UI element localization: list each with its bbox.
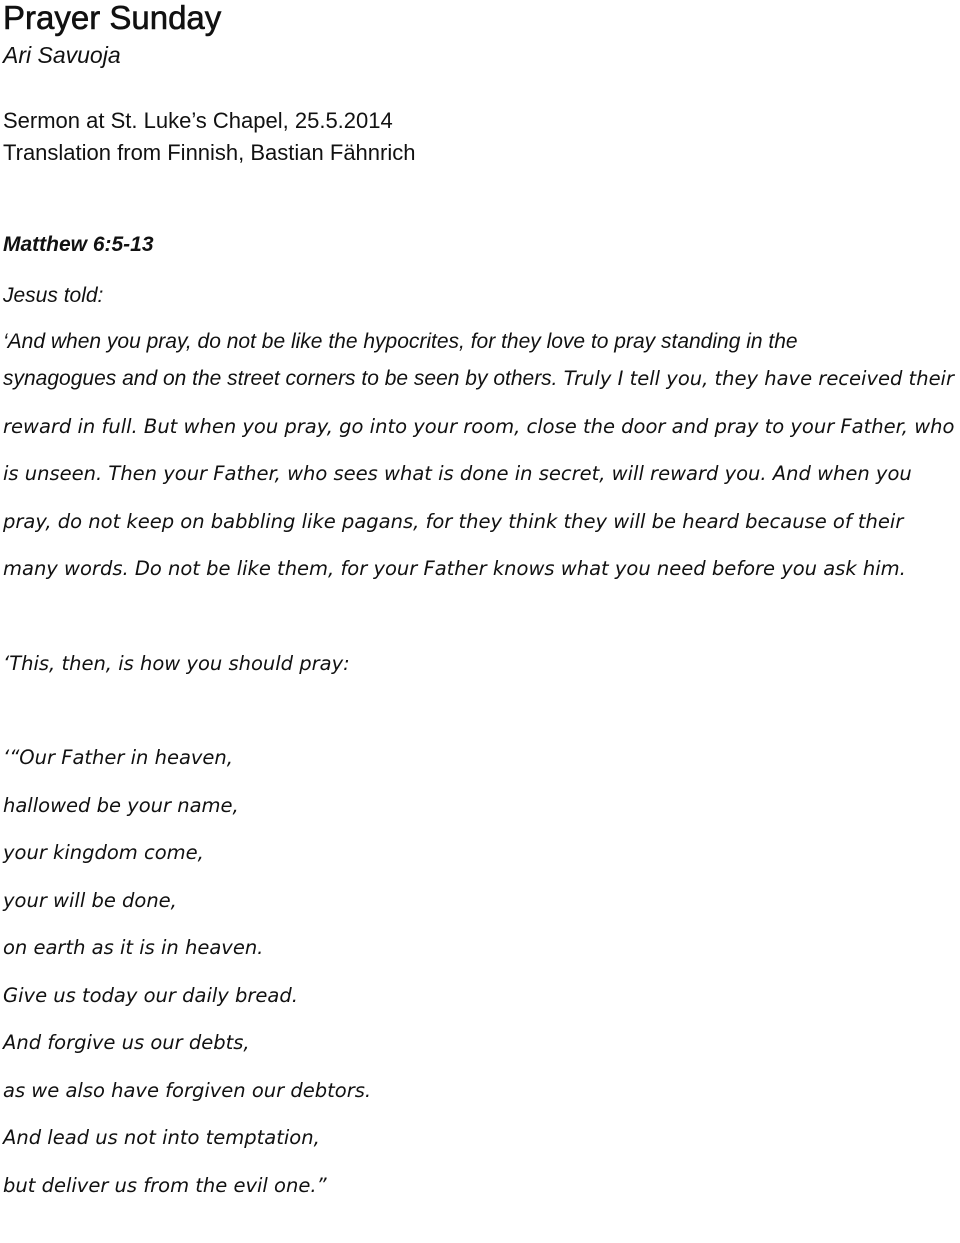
prayer-line: but deliver us from the evil one.” — [3, 1173, 327, 1197]
author-name: Ari Savuoja — [3, 42, 121, 68]
scripture-quote-start — [3, 329, 913, 355]
prayer-line: And lead us not into temptation, — [3, 1126, 320, 1149]
scripture-quote-body — [3, 355, 958, 593]
quote-line: ‘And when you pray, do not be like the hypocrites, for they love to pray standing in the — [3, 330, 798, 353]
prayer-intro: ‘This, then, is how you should pray: — [3, 651, 350, 675]
scripture-intro: Jesus told: — [3, 284, 104, 307]
sermon-info: Sermon at St. Luke’s Chapel, 25.5.2014 — [3, 108, 393, 133]
prayer-line: Give us today our daily bread. — [3, 983, 298, 1007]
scripture-reference: Matthew 6:5-13 — [3, 233, 154, 256]
prayer-line: as we also have forgiven our debtors. — [3, 1078, 372, 1102]
spacer — [3, 687, 958, 734]
prayer-line: your will be done, — [3, 888, 177, 912]
spacer — [3, 593, 958, 640]
document-title: Prayer Sunday — [3, 0, 222, 36]
prayer-line: hallowed be your name, — [3, 793, 239, 817]
prayer-line: on earth as it is in heaven. — [3, 936, 264, 959]
quote-continuation: Truly I tell you, they have received their reward in full. But when you pray, go into your room, close the door and pray to your Father, who is unseen. Then your Father, who sees what is done in secret, will reward you. And when you pray, do not keep on babbling like pagans, for they think they will be heard because of their many words. Do not be like them, for your Father knows what you need before you ask him. — [3, 367, 955, 580]
quote-line: synagogues and on the street corners to be seen by others. — [3, 367, 558, 390]
lords-prayer — [3, 734, 958, 1209]
prayer-line: And forgive us our debts, — [3, 1031, 250, 1054]
prayer-line: ‘“Our Father in heaven, — [3, 746, 233, 769]
prayer-line: your kingdom come, — [3, 841, 204, 864]
document-page — [3, 0, 958, 1209]
translation-info: Translation from Finnish, Bastian Fähnrich — [3, 140, 416, 165]
